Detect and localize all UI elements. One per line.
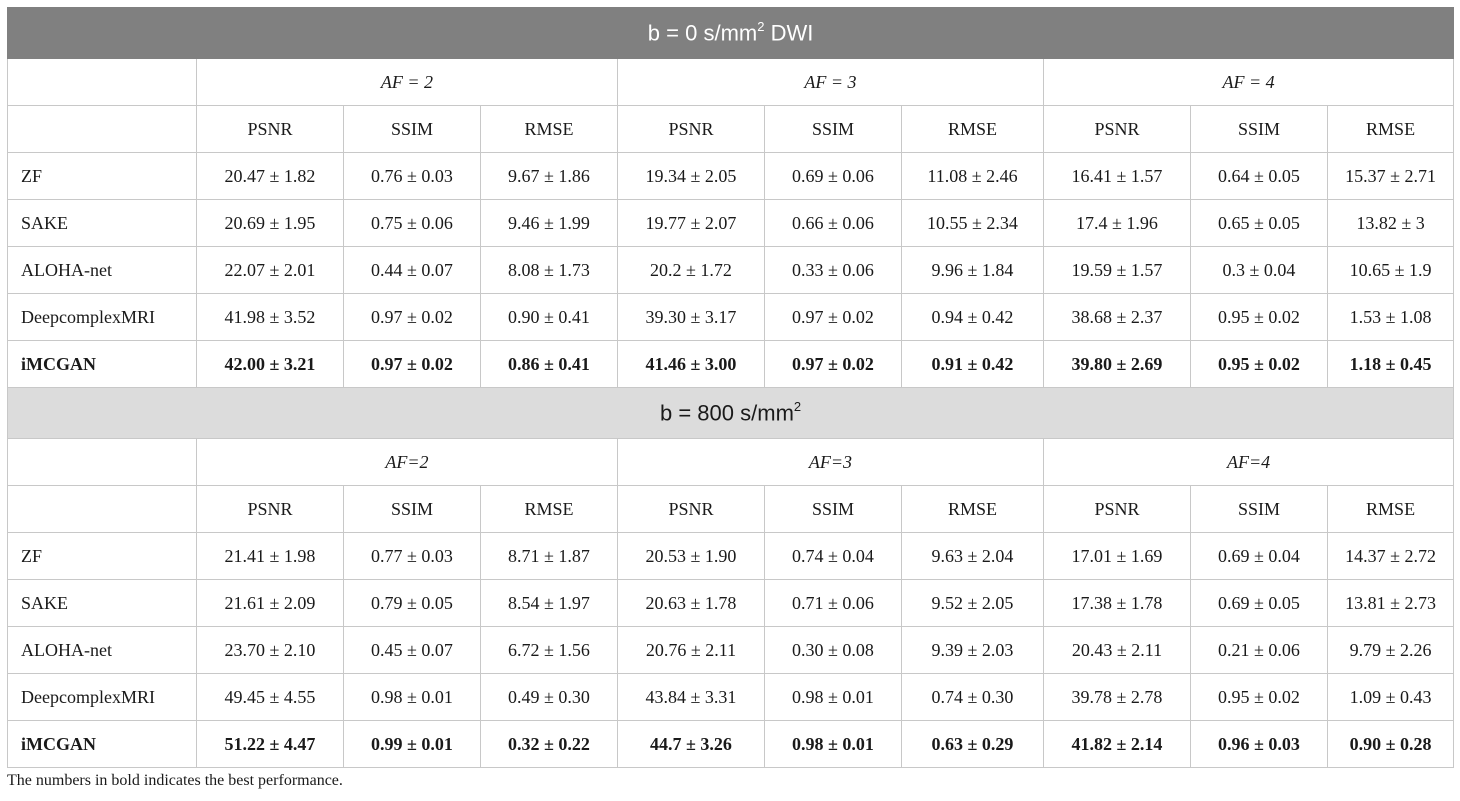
af-header: AF = 2 [197,59,618,106]
metric-header: PSNR [197,106,344,153]
metric-value: 49.45 ± 4.55 [197,674,344,721]
metric-value: 0.44 ± 0.07 [344,247,481,294]
empty-cell [8,486,197,533]
method-name: ZF [8,533,197,580]
table-body [8,8,1454,768]
results-table-container [7,7,1453,768]
metric-header: RMSE [902,486,1044,533]
metric-value: 39.30 ± 3.17 [618,294,765,341]
metric-value: 8.71 ± 1.87 [481,533,618,580]
metric-value: 0.98 ± 0.01 [765,721,902,768]
method-name: ZF [8,153,197,200]
method-name: SAKE [8,200,197,247]
metric-value: 0.96 ± 0.03 [1191,721,1328,768]
table-row [8,533,1454,580]
method-name: ALOHA-net [8,627,197,674]
metric-header: RMSE [1328,106,1454,153]
metric-header: RMSE [1328,486,1454,533]
metric-value: 38.68 ± 2.37 [1044,294,1191,341]
metric-value: 23.70 ± 2.10 [197,627,344,674]
section-title [8,388,1454,439]
empty-cell [8,59,197,106]
metric-value: 19.77 ± 2.07 [618,200,765,247]
section-title [8,8,1454,59]
metric-value: 0.63 ± 0.29 [902,721,1044,768]
metric-value: 17.01 ± 1.69 [1044,533,1191,580]
metric-value: 0.74 ± 0.30 [902,674,1044,721]
table-row [8,341,1454,388]
metric-value: 44.7 ± 3.26 [618,721,765,768]
table-row [8,200,1454,247]
metric-value: 0.79 ± 0.05 [344,580,481,627]
metric-value: 19.59 ± 1.57 [1044,247,1191,294]
method-name: DeepcomplexMRI [8,674,197,721]
metric-value: 39.80 ± 2.69 [1044,341,1191,388]
metric-header-row [8,106,1454,153]
metric-value: 0.32 ± 0.22 [481,721,618,768]
metric-value: 0.99 ± 0.01 [344,721,481,768]
metric-value: 0.97 ± 0.02 [344,341,481,388]
metric-value: 0.86 ± 0.41 [481,341,618,388]
metric-value: 0.95 ± 0.02 [1191,674,1328,721]
metric-value: 9.39 ± 2.03 [902,627,1044,674]
table-row [8,153,1454,200]
metric-value: 0.74 ± 0.04 [765,533,902,580]
metric-value: 0.65 ± 0.05 [1191,200,1328,247]
metric-value: 22.07 ± 2.01 [197,247,344,294]
metric-value: 9.67 ± 1.86 [481,153,618,200]
method-name: iMCGAN [8,341,197,388]
metric-value: 21.41 ± 1.98 [197,533,344,580]
metric-value: 0.90 ± 0.41 [481,294,618,341]
metric-value: 0.90 ± 0.28 [1328,721,1454,768]
table-row [8,721,1454,768]
section-title-suffix: DWI [764,20,814,46]
metric-value: 0.21 ± 0.06 [1191,627,1328,674]
metric-header: SSIM [1191,486,1328,533]
metric-value: 41.46 ± 3.00 [618,341,765,388]
metric-value: 20.76 ± 2.11 [618,627,765,674]
table-row [8,247,1454,294]
metric-value: 0.66 ± 0.06 [765,200,902,247]
metric-value: 20.69 ± 1.95 [197,200,344,247]
metric-value: 0.45 ± 0.07 [344,627,481,674]
metric-value: 8.54 ± 1.97 [481,580,618,627]
metric-value: 0.75 ± 0.06 [344,200,481,247]
metric-value: 20.53 ± 1.90 [618,533,765,580]
metric-value: 42.00 ± 3.21 [197,341,344,388]
metric-value: 0.69 ± 0.04 [1191,533,1328,580]
metric-value: 6.72 ± 1.56 [481,627,618,674]
metric-value: 9.63 ± 2.04 [902,533,1044,580]
metric-value: 0.64 ± 0.05 [1191,153,1328,200]
metric-header: SSIM [344,486,481,533]
metric-value: 0.71 ± 0.06 [765,580,902,627]
af-header: AF=3 [618,439,1044,486]
metric-header: RMSE [481,486,618,533]
metric-value: 1.53 ± 1.08 [1328,294,1454,341]
metric-value: 20.47 ± 1.82 [197,153,344,200]
metric-header: SSIM [765,486,902,533]
metric-value: 9.52 ± 2.05 [902,580,1044,627]
metric-header: PSNR [1044,106,1191,153]
metric-value: 9.46 ± 1.99 [481,200,618,247]
section-title-superscript: 2 [793,398,802,414]
metric-value: 10.65 ± 1.9 [1328,247,1454,294]
metric-value: 11.08 ± 2.46 [902,153,1044,200]
metric-value: 0.95 ± 0.02 [1191,294,1328,341]
af-header: AF = 4 [1044,59,1454,106]
af-header: AF = 3 [618,59,1044,106]
metric-value: 0.69 ± 0.06 [765,153,902,200]
method-name: SAKE [8,580,197,627]
af-header-row [8,59,1454,106]
results-table [7,7,1454,768]
table-row [8,580,1454,627]
metric-value: 0.3 ± 0.04 [1191,247,1328,294]
metric-value: 20.43 ± 2.11 [1044,627,1191,674]
section-title-text: b = 0 s/mm [647,20,758,46]
table-row [8,294,1454,341]
af-header: AF=4 [1044,439,1454,486]
metric-value: 17.38 ± 1.78 [1044,580,1191,627]
metric-value: 51.22 ± 4.47 [197,721,344,768]
metric-value: 0.97 ± 0.02 [765,341,902,388]
metric-header: PSNR [618,106,765,153]
metric-value: 0.33 ± 0.06 [765,247,902,294]
metric-header-row [8,486,1454,533]
metric-value: 19.34 ± 2.05 [618,153,765,200]
table-row [8,674,1454,721]
metric-value: 9.79 ± 2.26 [1328,627,1454,674]
metric-value: 0.97 ± 0.02 [344,294,481,341]
metric-value: 0.98 ± 0.01 [344,674,481,721]
metric-header: RMSE [481,106,618,153]
metric-value: 43.84 ± 3.31 [618,674,765,721]
metric-header: PSNR [197,486,344,533]
metric-header: SSIM [765,106,902,153]
metric-value: 9.96 ± 1.84 [902,247,1044,294]
metric-value: 0.95 ± 0.02 [1191,341,1328,388]
metric-value: 17.4 ± 1.96 [1044,200,1191,247]
metric-header: SSIM [344,106,481,153]
metric-value: 14.37 ± 2.72 [1328,533,1454,580]
metric-value: 41.82 ± 2.14 [1044,721,1191,768]
metric-value: 15.37 ± 2.71 [1328,153,1454,200]
metric-value: 1.18 ± 0.45 [1328,341,1454,388]
metric-value: 0.69 ± 0.05 [1191,580,1328,627]
metric-header: PSNR [1044,486,1191,533]
metric-value: 0.49 ± 0.30 [481,674,618,721]
metric-value: 13.82 ± 3 [1328,200,1454,247]
metric-value: 0.91 ± 0.42 [902,341,1044,388]
method-name: iMCGAN [8,721,197,768]
af-header: AF=2 [197,439,618,486]
metric-header: PSNR [618,486,765,533]
af-header-row [8,439,1454,486]
table-footnote: The numbers in bold indicates the best performance. [7,772,343,789]
metric-value: 20.2 ± 1.72 [618,247,765,294]
metric-value: 0.97 ± 0.02 [765,294,902,341]
section-header-row [8,8,1454,59]
metric-header: SSIM [1191,106,1328,153]
method-name: ALOHA-net [8,247,197,294]
empty-cell [8,106,197,153]
metric-value: 1.09 ± 0.43 [1328,674,1454,721]
section-title-superscript: 2 [757,18,765,34]
section-header-row [8,388,1454,439]
metric-value: 20.63 ± 1.78 [618,580,765,627]
metric-value: 10.55 ± 2.34 [902,200,1044,247]
metric-value: 39.78 ± 2.78 [1044,674,1191,721]
metric-value: 0.76 ± 0.03 [344,153,481,200]
section-title-text: b = 800 s/mm [660,400,794,426]
method-name: DeepcomplexMRI [8,294,197,341]
metric-value: 0.30 ± 0.08 [765,627,902,674]
metric-value: 0.98 ± 0.01 [765,674,902,721]
table-row [8,627,1454,674]
metric-value: 16.41 ± 1.57 [1044,153,1191,200]
metric-value: 0.94 ± 0.42 [902,294,1044,341]
metric-value: 0.77 ± 0.03 [344,533,481,580]
metric-value: 21.61 ± 2.09 [197,580,344,627]
empty-cell [8,439,197,486]
metric-value: 41.98 ± 3.52 [197,294,344,341]
metric-value: 8.08 ± 1.73 [481,247,618,294]
metric-header: RMSE [902,106,1044,153]
metric-value: 13.81 ± 2.73 [1328,580,1454,627]
